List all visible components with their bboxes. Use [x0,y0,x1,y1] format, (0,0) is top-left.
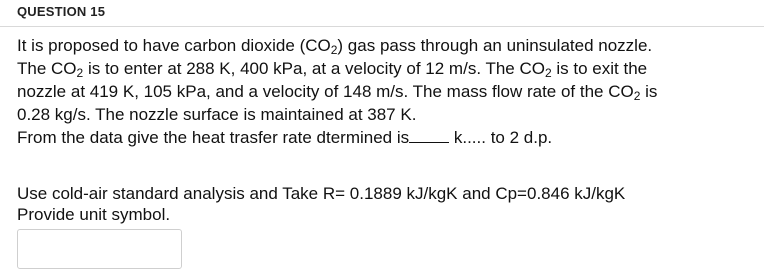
instruction-line-1: Use cold-air standard analysis and Take R= 0.1889 kJ/kgK and Cp=0.846 kJ/kgK [17,184,626,203]
question-header [0,0,764,27]
question-line-5: From the data give the heat trasfer rate dtermined is k..... to 2 d.p. [17,128,553,147]
question-line-1: It is proposed to have carbon dioxide $(CO_2)$ gas pass through an uninsulated nozzle. [17,36,653,57]
question-title: QUESTION 15 [17,4,106,19]
question-instructions [17,183,757,225]
instruction-line-2: Provide unit symbol. [17,205,171,224]
question-line-3: nozzle at 419 K, 105 kPa, and a velocity of 148 m/s. The mass flow rate of the $CO_2$ is [17,82,658,103]
question-text [17,34,757,149]
question-line-2: The $CO_2$ is to enter at 288 K, 400 kPa, at a velocity of 12 m/s. The $CO_2$ is to exit the [17,59,648,80]
answer-input[interactable] [17,229,182,269]
question-line-4: 0.28 kg/s. The nozzle surface is maintained at 387 K. [17,105,417,124]
fill-in-blank [409,128,449,143]
